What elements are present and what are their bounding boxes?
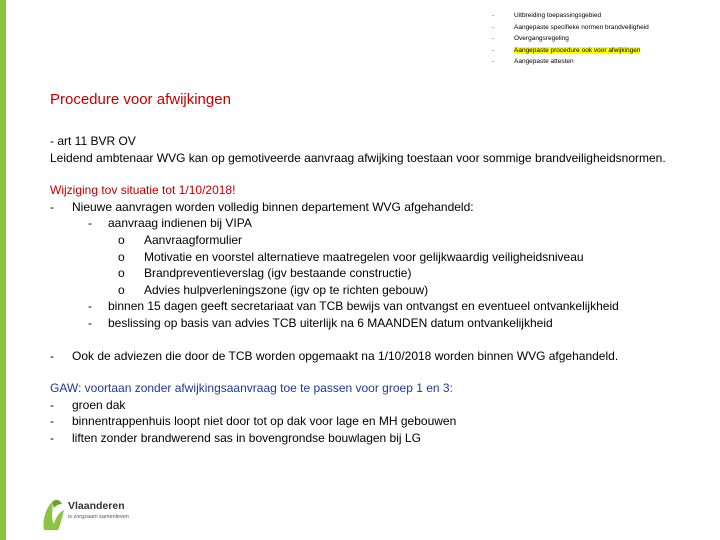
logo-name: Vlaanderen <box>68 500 125 512</box>
agenda-item-active: - Aangepaste procedure ook voor afwijkingen <box>488 45 649 57</box>
agenda-list <box>488 10 649 68</box>
change-subsub-item: o Motivatie en voorstel alternatieve maatregelen voor gelijkwaardig veiligheidsniveau <box>118 249 584 264</box>
gaw-item: - groen dak <box>50 397 126 412</box>
gaw-heading: GAW: voortaan zonder afwijkingsaanvraag toe te passen voor groep 1 en 3: <box>50 381 453 396</box>
agenda-item: - Uitbreiding toepassingsgebied <box>488 10 649 22</box>
change-sub-3: - beslissing op basis van advies TCB uiterlijk na 6 MAANDEN datum ontvankelijkheid <box>88 315 553 330</box>
change-item-2: - Ook de adviezen die door de TCB worden opgemaakt na 1/10/2018 worden binnen WVG afgehandeld. <box>50 348 619 363</box>
logo-tagline: is zorgzaam samenleven <box>68 514 129 520</box>
gaw-item: - liften zonder brandwerend sas in bovengrondse bouwlagen bij LG <box>50 430 421 445</box>
change-item-1: - Nieuwe aanvragen worden volledig binnen departement WVG afgehandeld: <box>50 199 474 214</box>
agenda-item: - Overgangsregeling <box>488 33 649 45</box>
intro-line-2: Leidend ambtenaar WVG kan op gemotiveerde aanvraag afwijking toestaan voor sommige brandveiligheidsnormen. <box>50 150 666 165</box>
change-subsub-item: o Aanvraagformulier <box>118 232 243 247</box>
change-sub-1: - aanvraag indienen bij VIPA <box>88 216 252 231</box>
agenda-item: - Aangepaste attesten <box>488 56 649 68</box>
change-subsub-item: o Brandpreventieverslag (igv bestaande constructie) <box>118 266 412 281</box>
slide-title: Procedure voor afwijkingen <box>50 91 231 108</box>
change-subsub-item: o Advies hulpverleningszone (igv op te richten gebouw) <box>118 282 429 297</box>
intro-line-1: - art 11 BVR OV <box>50 134 136 148</box>
agenda-item: - Aangepaste specifieke normen brandveiligheid <box>488 22 649 34</box>
change-sub-2: - binnen 15 dagen geeft secretariaat van TCB bewijs van ontvangst en eventueel ontvankelijkheid <box>88 299 619 314</box>
change-heading: Wijziging tov situatie tot 1/10/2018! <box>50 183 236 198</box>
slide-body <box>50 133 700 447</box>
gaw-item: - binnentrappenhuis loopt niet door tot op dak voor lage en MH gebouwen <box>50 414 457 429</box>
left-accent-bar <box>0 0 6 540</box>
